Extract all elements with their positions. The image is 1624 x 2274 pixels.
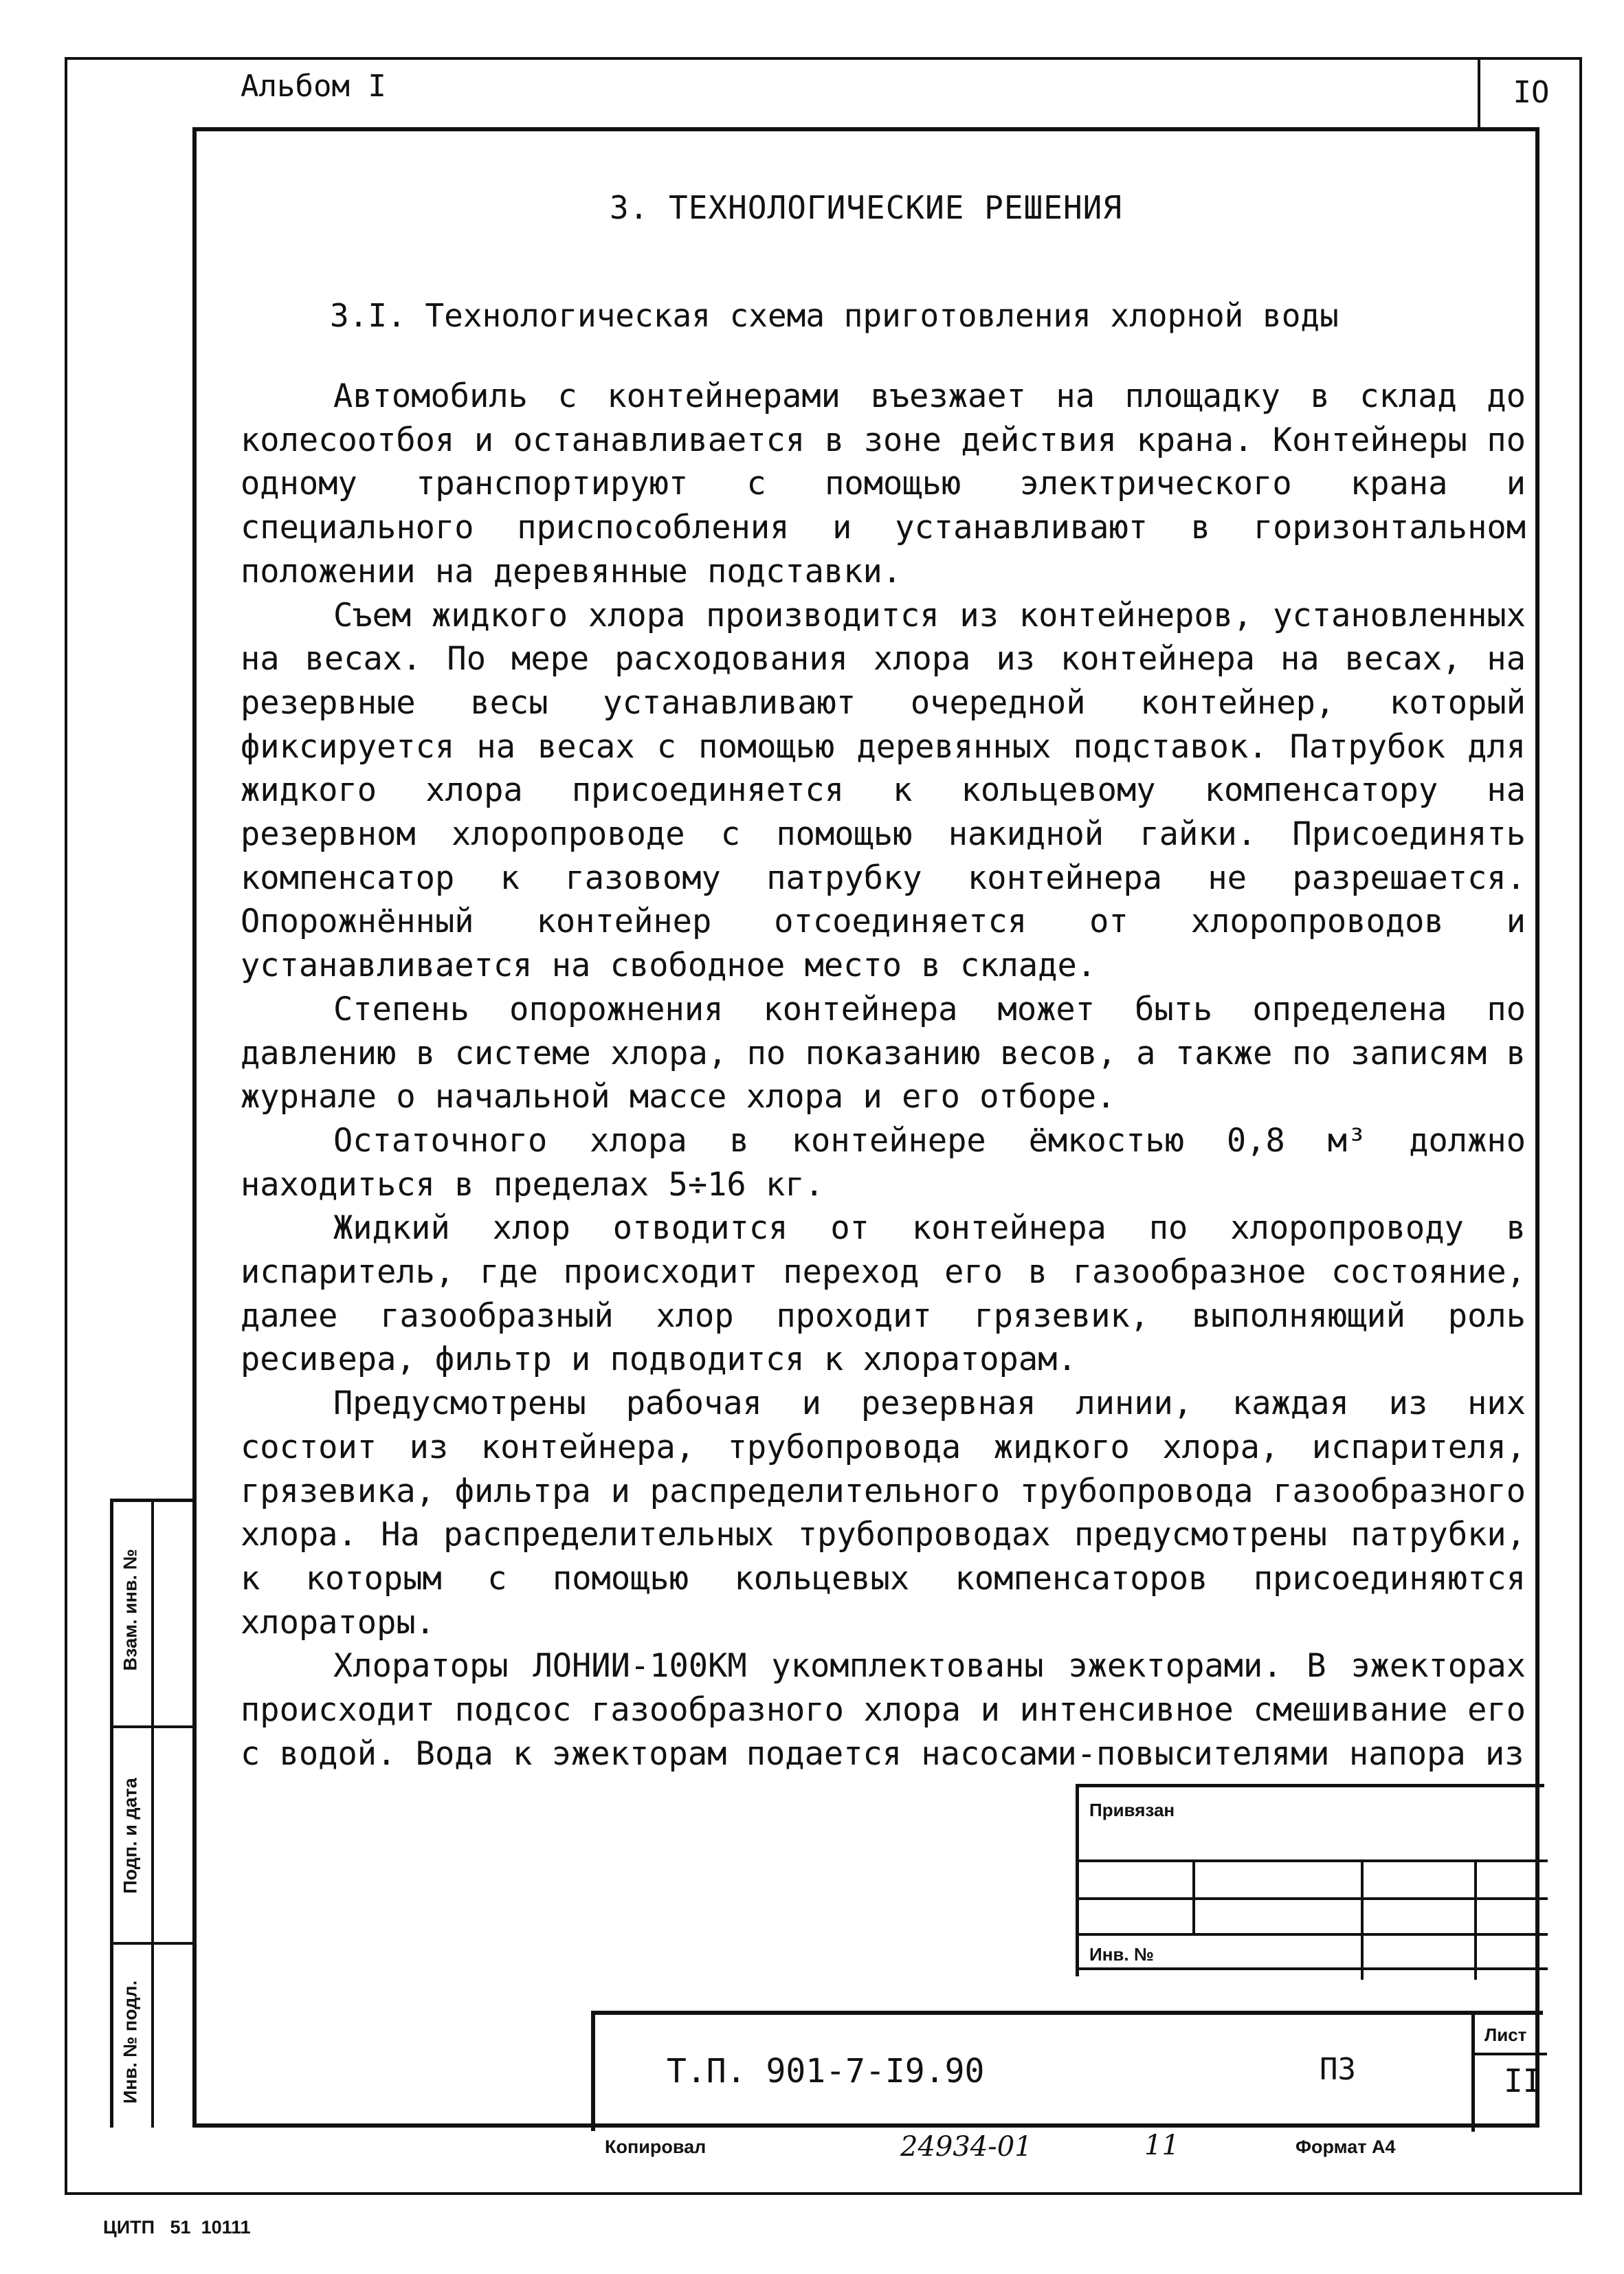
stamp-col-line — [1361, 1859, 1364, 1980]
sidebar-label-sign-date: Подп. и дата — [120, 1778, 141, 1894]
sheet-label: Лист — [1484, 2024, 1527, 2045]
stamp-col-line — [1192, 1859, 1195, 1935]
stamp-row-line — [1079, 1933, 1548, 1936]
page-number-box — [1478, 57, 1582, 127]
title-block-row-line — [1471, 2053, 1547, 2055]
paragraph-2: Съем жидкого хлора производится из контейнеров, установленных на весах. По мере расходования хлора из контейнера на весах, на резервные весы устанавливают очередной контейнер, который фиксируется на весах с помощью деревянных подставок. Патрубок для жидкого хлора присоединяется к кольцевому компенсатору на резервном хлоропроводе с помощью накидной гайки. Присоединять компенсатор к газовому патрубку контейнера не разрешается. Опорожнённый контейнер отсоединяется от хлоропроводов и устанавливается на свободное место в складе. — [241, 596, 1526, 985]
stamp-row-line — [1079, 1859, 1548, 1862]
stamp-col-line — [1474, 1859, 1477, 1980]
album-label: Альбом I — [241, 69, 386, 104]
copied-label: Копировал — [605, 2137, 707, 2157]
stamp-row-line — [1079, 1967, 1548, 1970]
document-type: ПЗ — [1320, 2052, 1356, 2087]
order-number: 24934-01 — [900, 2131, 1032, 2163]
paragraph-4: Остаточного хлора в контейнере ёмкостью 0,8 м³ должно находиться в пределах 5÷16 кг. — [241, 1121, 1526, 1204]
sheet-number: II — [1504, 2062, 1542, 2099]
stamp-row-line — [1079, 1897, 1548, 1900]
inv-label: Инв. № — [1089, 1944, 1154, 1965]
sidebar-stamp — [110, 1499, 192, 2128]
sidebar-label-replace-inv: Взам. инв. № — [120, 1549, 141, 1671]
paragraph-3: Степень опорожнения контейнера может быть определена по давлению в системе хлора, по показанию весов, а также по записям в журнале о начальной массе хлора и его отборе. — [241, 990, 1526, 1116]
sidebar-row-line — [113, 1725, 196, 1728]
attachment-stamp — [1076, 1784, 1544, 1976]
attached-label: Привязан — [1089, 1800, 1175, 1820]
format-label: Формат А4 — [1295, 2137, 1396, 2157]
sidebar-divider — [151, 1502, 154, 2128]
document-code: Т.П. 901-7-I9.90 — [667, 2052, 985, 2090]
subsection-title: 3.I. Технологическая схема приготовления хлорной воды — [330, 297, 1339, 334]
section-title: 3. ТЕХНОЛОГИЧЕСКИЕ РЕШЕНИЯ — [609, 189, 1123, 226]
sidebar-row-line — [113, 1942, 196, 1945]
title-block-divider — [1471, 2015, 1475, 2132]
page-number: IO — [1513, 74, 1550, 110]
paragraph-6: Предусмотрены рабочая и резервная линии, каждая из них состоит из контейнера, трубопровода жидкого хлора, испарителя, грязевика, фильтра и распределительного трубопровода газообразного хлора. На распределительных трубопроводах предусмотрены патрубки, к которым с помощью кольцевых компенсаторов присоединяются хлораторы. — [241, 1384, 1526, 1642]
sidebar-label-inv-original: Инв. № подл. — [120, 1980, 141, 2104]
copy-index: 11 — [1144, 2130, 1179, 2161]
paragraph-1: Автомобиль с контейнерами въезжает на площадку в склад до колесоотбоя и останавливается в зоне действия крана. Контейнеры по одному транспортируют с помощью электрического крана и специального приспособления и устанавливают в горизонтальном положении на деревянные подставки. — [241, 377, 1526, 590]
paragraph-7: Хлораторы ЛОНИИ-100КМ укомплектованы эжекторами. В эжекторах происходит подсос газообразного хлора и интенсивное смешивание его с водой. Вода к эжекторам подается насосами-повысителями напора из — [241, 1647, 1526, 1773]
document-body — [241, 375, 1526, 1776]
paragraph-5: Жидкий хлор отводится от контейнера по хлоропроводу в испаритель, где происходит переход его в газообразное состояние, далее газообразный хлор проходит грязевик, выполняющий роль ресивера, фильтр и подводится к хлораторам. — [241, 1209, 1526, 1379]
print-mark: ЦИТП 51 10111 — [103, 2217, 251, 2238]
